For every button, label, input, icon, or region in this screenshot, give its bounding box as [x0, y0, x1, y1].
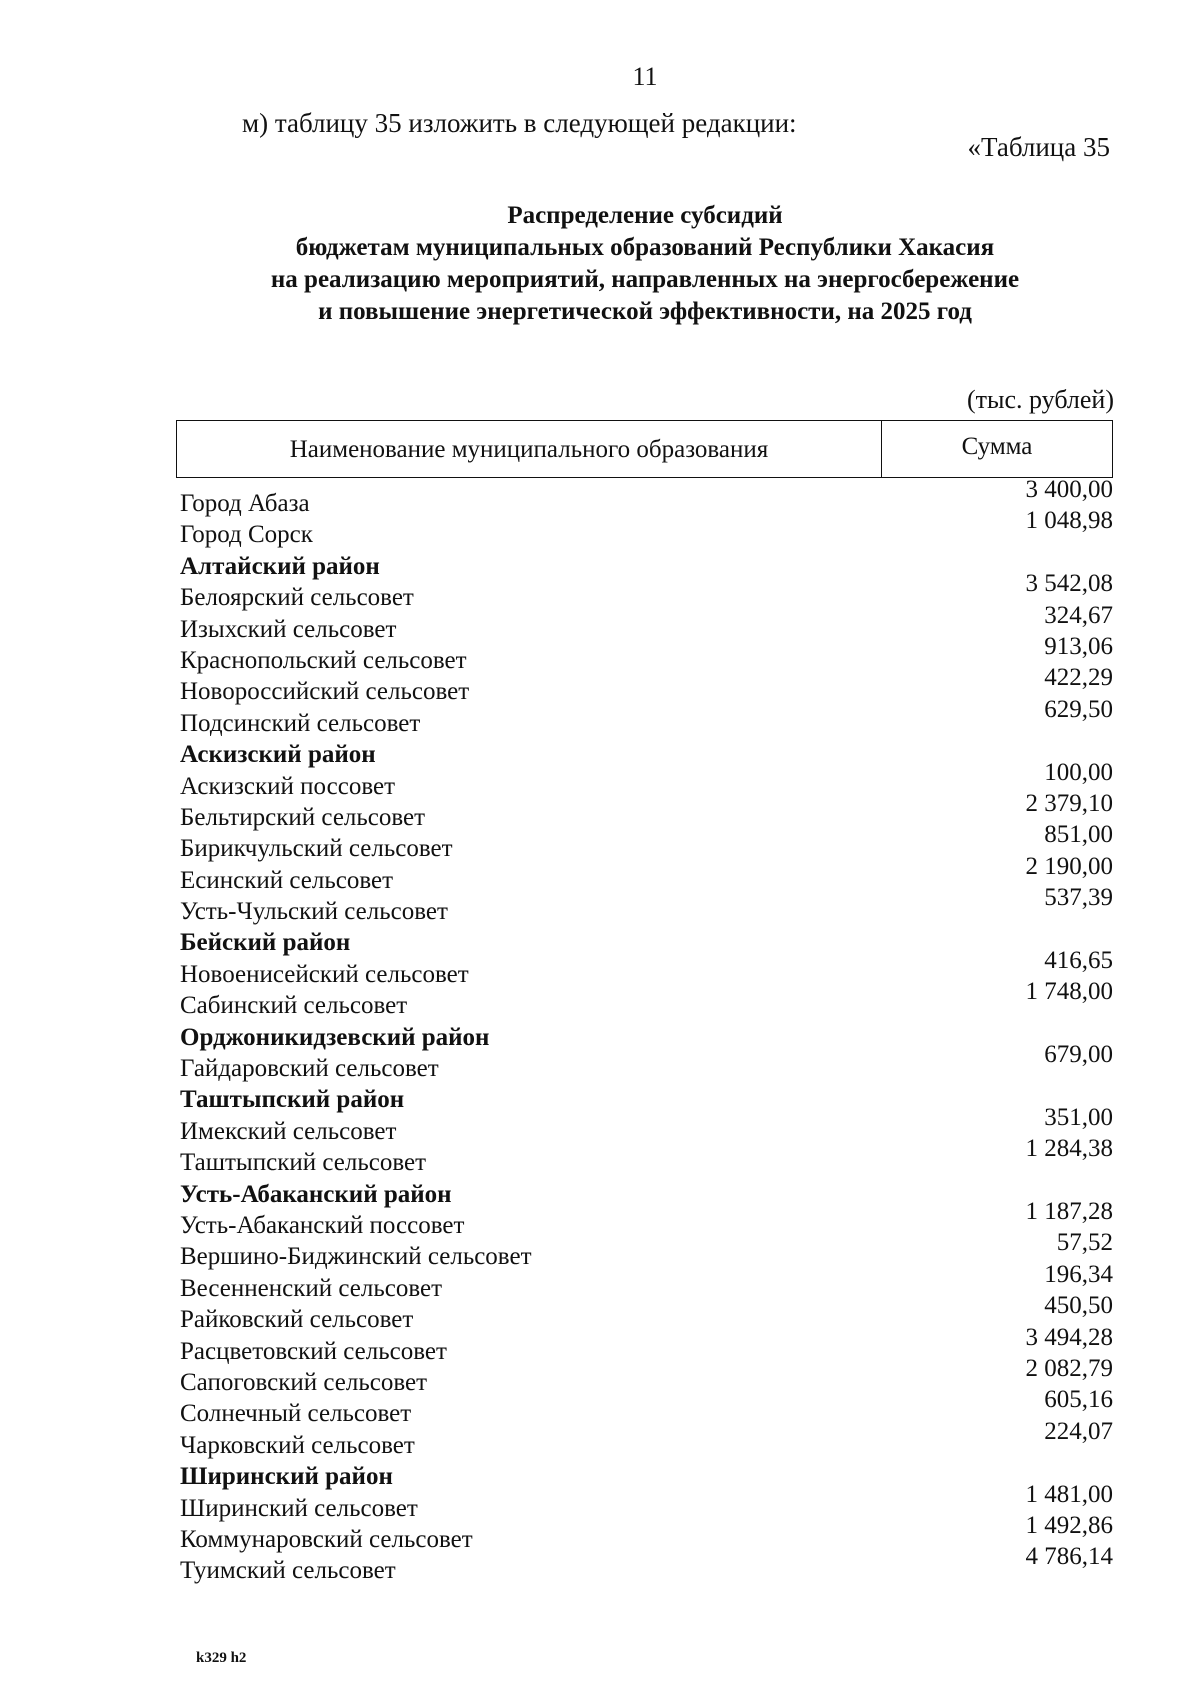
amount: 851,00	[1044, 821, 1113, 849]
units-label: (тыс. рублей)	[966, 385, 1114, 414]
amount: 4 786,14	[1025, 1543, 1113, 1571]
municipality-name: Расцветовский сельсовет	[180, 1337, 447, 1365]
amount: 224,07	[1044, 1417, 1113, 1445]
amount: 913,06	[1044, 632, 1113, 660]
municipality-name: Вершино-Биджинский сельсовет	[180, 1243, 532, 1271]
intro-text: м) таблицу 35 изложить в следующей редакции:	[242, 108, 797, 138]
amount: 3 400,00	[1025, 476, 1113, 503]
title-line: Распределение субсидий	[507, 202, 783, 229]
amount: 416,65	[1044, 946, 1113, 974]
table-row	[176, 1323, 1113, 1365]
table-row	[176, 789, 1113, 831]
district-row	[176, 919, 1113, 957]
table-row	[176, 1480, 1113, 1522]
municipality-name: Есинский сельсовет	[180, 866, 394, 894]
table-row	[176, 1354, 1113, 1396]
header-name: Наименование муниципального образования	[177, 421, 882, 477]
table-row	[176, 632, 1113, 674]
municipality-name: Усть-Абаканский поссовет	[180, 1211, 465, 1239]
table-header	[176, 420, 1113, 478]
amount: 422,29	[1044, 664, 1113, 692]
municipality-name: Новороссийский сельсовет	[180, 678, 470, 706]
amount: 1 492,86	[1025, 1511, 1113, 1539]
table-row	[176, 601, 1113, 643]
municipality-name: Алтайский район	[180, 552, 380, 580]
title-line: бюджетам муниципальных образований Республики Хакасия	[295, 234, 995, 261]
table-row	[176, 695, 1113, 737]
table-row	[176, 476, 1113, 517]
municipality-name: Орджоникидзевский район	[180, 1023, 490, 1051]
municipality-name: Белоярский сельсовет	[180, 584, 414, 612]
amount: 57,52	[1056, 1229, 1113, 1257]
municipality-name: Коммунаровский сельсовет	[180, 1525, 473, 1553]
amount: 2 082,79	[1025, 1354, 1113, 1382]
table-row	[176, 978, 1113, 1020]
amount: 196,34	[1044, 1260, 1113, 1288]
table-row	[176, 1417, 1113, 1459]
table-row	[176, 1386, 1113, 1428]
amount: 2 190,00	[1025, 852, 1113, 880]
table-row	[176, 1260, 1113, 1302]
municipality-name: Сабинский сельсовет	[180, 992, 408, 1020]
municipality-name: Бирикчульский сельсовет	[180, 835, 453, 863]
table-row	[176, 946, 1113, 988]
municipality-name: Райковский сельсовет	[180, 1306, 414, 1334]
municipality-name: Весенненский сельсовет	[180, 1274, 443, 1302]
municipality-name: Город Абаза	[180, 490, 310, 517]
document-title	[0, 200, 1200, 328]
table-row	[176, 852, 1113, 894]
table-row	[176, 1511, 1113, 1553]
municipality-name: Краснопольский сельсовет	[180, 646, 467, 674]
table-row	[176, 884, 1113, 926]
table-row	[176, 507, 1113, 549]
municipality-name: Солнечный сельсовет	[180, 1400, 412, 1428]
table-row	[176, 664, 1113, 706]
amount: 324,67	[1044, 601, 1113, 629]
amount: 605,16	[1044, 1386, 1113, 1414]
title-line: и повышение энергетической эффективности, на 2025 год	[318, 298, 972, 325]
municipality-name: Аскизский поссовет	[180, 772, 396, 800]
amount: 537,39	[1044, 884, 1113, 912]
municipality-name: Город Сорск	[180, 521, 313, 549]
table-row	[176, 570, 1113, 612]
amount: 2 379,10	[1025, 789, 1113, 817]
district-row	[176, 1171, 1113, 1208]
table-row	[176, 1103, 1113, 1145]
table-row	[176, 1041, 1113, 1083]
table-row	[176, 1543, 1113, 1585]
table-row	[176, 1229, 1113, 1271]
municipality-name: Изыхский сельсовет	[180, 615, 397, 643]
subsidy-table	[176, 420, 1113, 1585]
amount: 1 048,98	[1025, 507, 1113, 535]
table-row	[176, 1135, 1113, 1177]
table-row	[176, 821, 1113, 863]
amount: 1 481,00	[1025, 1480, 1113, 1508]
municipality-name: Бейский район	[180, 929, 351, 957]
municipality-name: Таштыпский район	[180, 1086, 405, 1114]
footer-code: k329 h2	[196, 1650, 247, 1666]
district-row	[176, 1014, 1113, 1051]
header-sum: Сумма	[961, 433, 1033, 460]
district-row	[176, 731, 1113, 769]
municipality-name: Новоенисейский сельсовет	[180, 960, 469, 988]
municipality-name: Имекский сельсовет	[180, 1117, 397, 1145]
municipality-name: Чарковский сельсовет	[180, 1431, 415, 1459]
municipality-name: Аскизский район	[180, 741, 376, 769]
municipality-name: Подсинский сельсовет	[180, 709, 421, 737]
amount: 1 187,28	[1025, 1197, 1113, 1225]
amount: 3 542,08	[1025, 570, 1113, 598]
district-row	[176, 543, 1113, 580]
municipality-name: Усть-Чульский сельсовет	[180, 898, 448, 926]
municipality-name: Ширинский район	[180, 1463, 393, 1491]
municipality-name: Гайдаровский сельсовет	[180, 1055, 439, 1083]
district-row	[176, 1076, 1113, 1114]
municipality-name: Бельтирский сельсовет	[180, 803, 426, 831]
municipality-name: Таштыпский сельсовет	[180, 1149, 426, 1177]
amount: 100,00	[1044, 758, 1113, 786]
page-number: 11	[632, 62, 658, 91]
municipality-name: Сапоговский сельсовет	[180, 1368, 428, 1396]
municipality-name: Туимский сельсовет	[180, 1557, 396, 1585]
amount: 3 494,28	[1025, 1323, 1113, 1351]
table-label: «Таблица 35	[967, 132, 1110, 162]
title-line: на реализацию мероприятий, направленных на энергосбережение	[270, 266, 1020, 293]
amount: 1 748,00	[1025, 978, 1113, 1006]
municipality-name: Усть-Абаканский район	[180, 1180, 452, 1208]
district-row	[176, 1453, 1113, 1491]
amount: 351,00	[1044, 1103, 1113, 1131]
amount: 450,50	[1044, 1292, 1113, 1320]
amount: 679,00	[1044, 1041, 1113, 1069]
table-row	[176, 1197, 1113, 1239]
table-row	[176, 758, 1113, 800]
table-row	[176, 1292, 1113, 1334]
municipality-name: Ширинский сельсовет	[180, 1494, 418, 1522]
amount: 1 284,38	[1025, 1135, 1113, 1163]
table-body	[176, 476, 1113, 1585]
amount: 629,50	[1044, 695, 1113, 723]
